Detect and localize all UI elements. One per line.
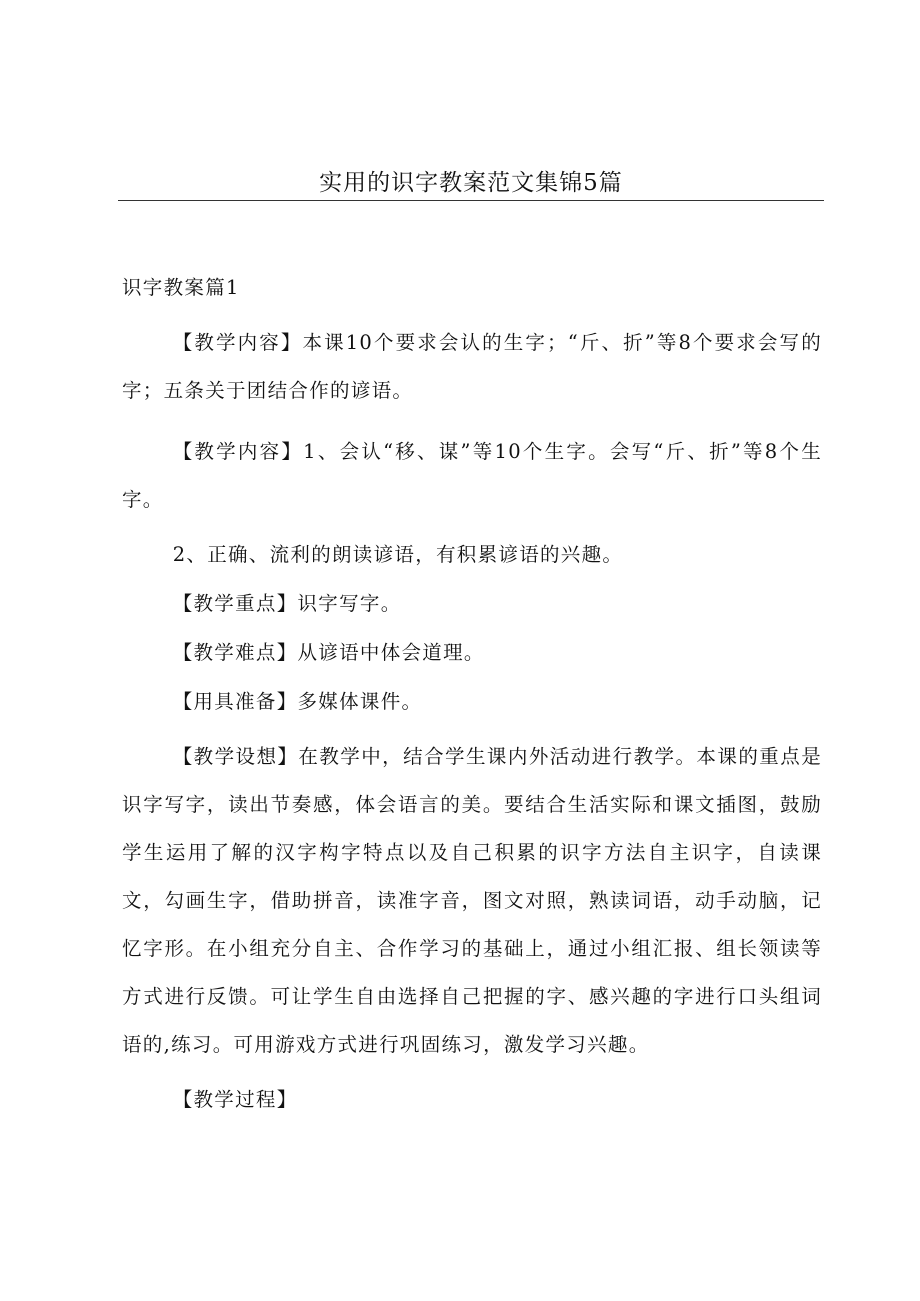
paragraph-difficulties: 【教学难点】从谚语中体会道理。 [172,641,485,664]
paragraph-teaching-design: 【教学设想】在教学中，结合学生课内外活动进行教学。本课的重点是识字写字，读出节奏感，体会语言的美。要结合生活实际和课文插图，鼓励学生运用了解的汉字构字特点以及自己积累的识字方法自主识字，自读课文，勾画生字，借助拼音，读准字音，图文对照，熟读词语，动手动脑，记忆字形。在小组充分自主、合作学习的基础上，通过小组汇报、组长领读等方式进行反馈。可让学生自由选择自己把握的字、感兴趣的字进行口头组词语的,练习。可用游戏方式进行巩固练习，激发学习兴趣。 [122,745,822,1056]
paragraph-reading-goal: 2、正确、流利的朗读谚语，有积累谚语的兴趣。 [172,543,624,566]
section-heading: 识字教案篇1 [122,276,240,299]
paragraph-teaching-goals: 【教学内容】1、会认“移、谋”等10个生字。会写“斤、折”等8个生字。 [122,440,822,511]
document-body [122,270,822,1131]
paragraph-key-points: 【教学重点】识字写字。 [172,592,402,615]
title-underline [118,200,824,201]
document-title: 实用的识字教案范文集锦5篇 [319,170,623,196]
paragraph-materials: 【用具准备】多媒体课件。 [172,690,423,713]
paragraph-teaching-process: 【教学过程】 [172,1088,298,1111]
paragraph-teaching-content: 【教学内容】本课10个要求会认的生字；“斤、折”等8个要求会写的字；五条关于团结合作的谚语。 [122,331,822,402]
